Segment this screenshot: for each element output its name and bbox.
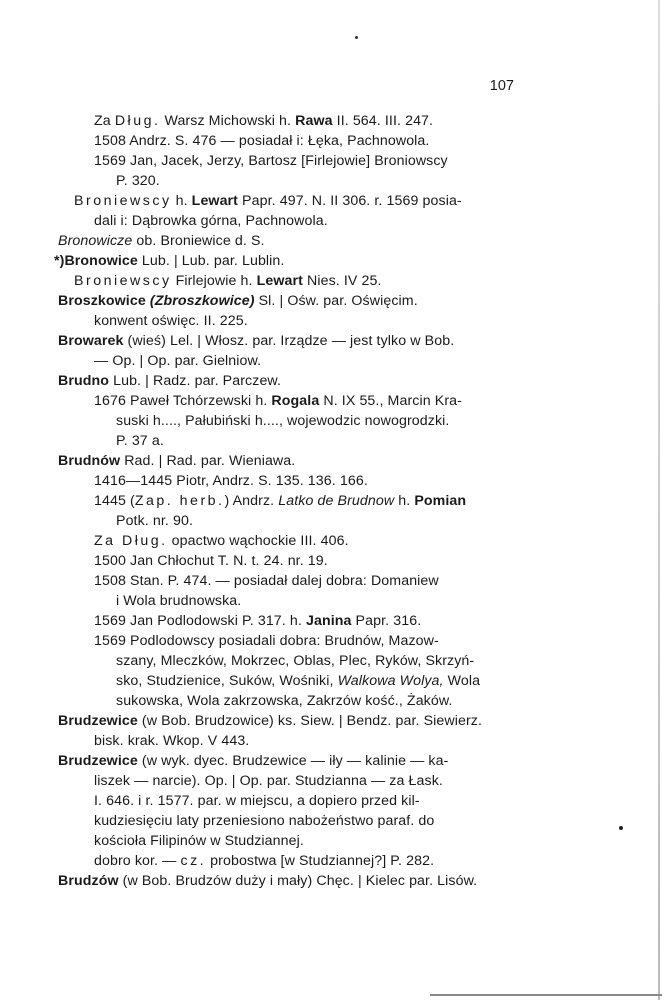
entry-line: i Wola brudnowska. bbox=[116, 593, 242, 609]
entry-line: P. 320. bbox=[116, 173, 160, 189]
entry-line: 1676 Paweł Tchórzewski h. Rogala N. IX 55., Marcin Kra- bbox=[94, 393, 462, 409]
page-number: 107 bbox=[489, 78, 514, 94]
entry-line: Broniewscy h. Lewart Papr. 497. N. II 306. r. 1569 posia- bbox=[74, 193, 462, 209]
entry-line: Za Dług. opactwo wąchockie III. 406. bbox=[94, 533, 349, 549]
entry-headword-line: Brudnów Rad. | Rad. par. Wieniawa. bbox=[58, 453, 296, 469]
entry-line: 1569 Jan, Jacek, Jerzy, Bartosz [Firlejowie] Broniowscy bbox=[94, 153, 448, 169]
entry-line: dali i: Dąbrowka górna, Pachnowola. bbox=[94, 213, 328, 229]
scan-speck bbox=[355, 36, 358, 39]
entry-line: bisk. krak. Wkop. V 443. bbox=[94, 733, 250, 749]
entry-headword-line: Broszkowice (Zbroszkowice) Sl. | Ośw. par. Oświęcim. bbox=[58, 293, 418, 309]
entry-line: P. 37 a. bbox=[116, 433, 164, 449]
entry-line: kościoła Filipinów w Studziannej. bbox=[94, 833, 304, 849]
entry-line: Bronowicze ob. Broniewice d. S. bbox=[58, 233, 265, 249]
entry-headword-line: Brudno Lub. | Radz. par. Parczew. bbox=[58, 373, 282, 389]
entry-line: Za Dług. Warsz Michowski h. Rawa II. 564. III. 247. bbox=[94, 113, 434, 129]
entry-line: 1416—1445 Piotr, Andrz. S. 135. 136. 166. bbox=[94, 473, 368, 489]
entry-line: szany, Mleczków, Mokrzec, Oblas, Plec, Ryków, Skrzyń- bbox=[116, 653, 475, 669]
entry-headword-line: *)Bronowice Lub. | Lub. par. Lublin. bbox=[54, 253, 285, 269]
entry-line: I. 646. i r. 1577. par. w miejscu, a dopiero przed kil- bbox=[94, 793, 420, 809]
entry-line: 1569 Podlodowscy posiadali dobra: Brudnów, Mazow- bbox=[94, 633, 439, 649]
entry-headword-line: Browarek (wieś) Lel. | Włosz. par. Irządze — jest tylko w Bob. bbox=[58, 333, 455, 349]
entry-line: Potk. nr. 90. bbox=[116, 513, 194, 529]
entry-line: suski h...., Pałubiński h...., wojewodzic nowogrodzki. bbox=[116, 413, 450, 429]
entry-line: dobro kor. — cz. probostwa [w Studziannej?] P. 282. bbox=[94, 853, 435, 869]
entry-line: sko, Studzienice, Suków, Wośniki, Walkowa Wolya, Wola bbox=[116, 673, 481, 689]
entry-headword-line: Brudzów (w Bob. Brudzów duży i mały) Chęc. | Kielec par. Lisów. bbox=[58, 873, 478, 889]
entry-line: 1500 Jan Chłochut T. N. t. 24. nr. 19. bbox=[94, 553, 328, 569]
entry-line: 1508 Andrz. S. 476 — posiadał i: Łęka, Pachnowola. bbox=[94, 133, 430, 149]
entry-line: 1445 (Zap. herb.) Andrz. Latko de Brudnow h. Pomian bbox=[94, 493, 467, 509]
entry-line: 1508 Stan. P. 474. — posiadał dalej dobra: Domaniew bbox=[94, 573, 439, 589]
entry-line: liszek — narcie). Op. | Op. par. Studzianna — za Łask. bbox=[94, 773, 443, 789]
entry-line: sukowska, Wola zakrzowska, Zakrzów kość., Żaków. bbox=[116, 693, 453, 709]
entry-headword-line: Brudzewice (w wyk. dyec. Brudzewice — iły — kalinie — ka- bbox=[58, 753, 449, 769]
entry-line: kudziesięciu laty przeniesiono nabożeństwo paraf. do bbox=[94, 813, 435, 829]
entry-line: — Op. | Op. par. Gielniow. bbox=[94, 353, 262, 369]
entry-line: Broniewscy Firlejowie h. Lewart Nies. IV 25. bbox=[74, 273, 382, 289]
scan-bottom-edge bbox=[430, 994, 662, 996]
page-edge-shadow bbox=[658, 0, 660, 1000]
entry-line: konwent oświęc. II. 225. bbox=[94, 313, 248, 329]
entry-headword-line: Brudzewice (w Bob. Brudzowice) ks. Siew. | Bendz. par. Siewierz. bbox=[58, 713, 483, 729]
entry-line: 1569 Jan Podlodowski P. 317. h. Janina Papr. 316. bbox=[94, 613, 422, 629]
scan-speck bbox=[619, 826, 623, 830]
